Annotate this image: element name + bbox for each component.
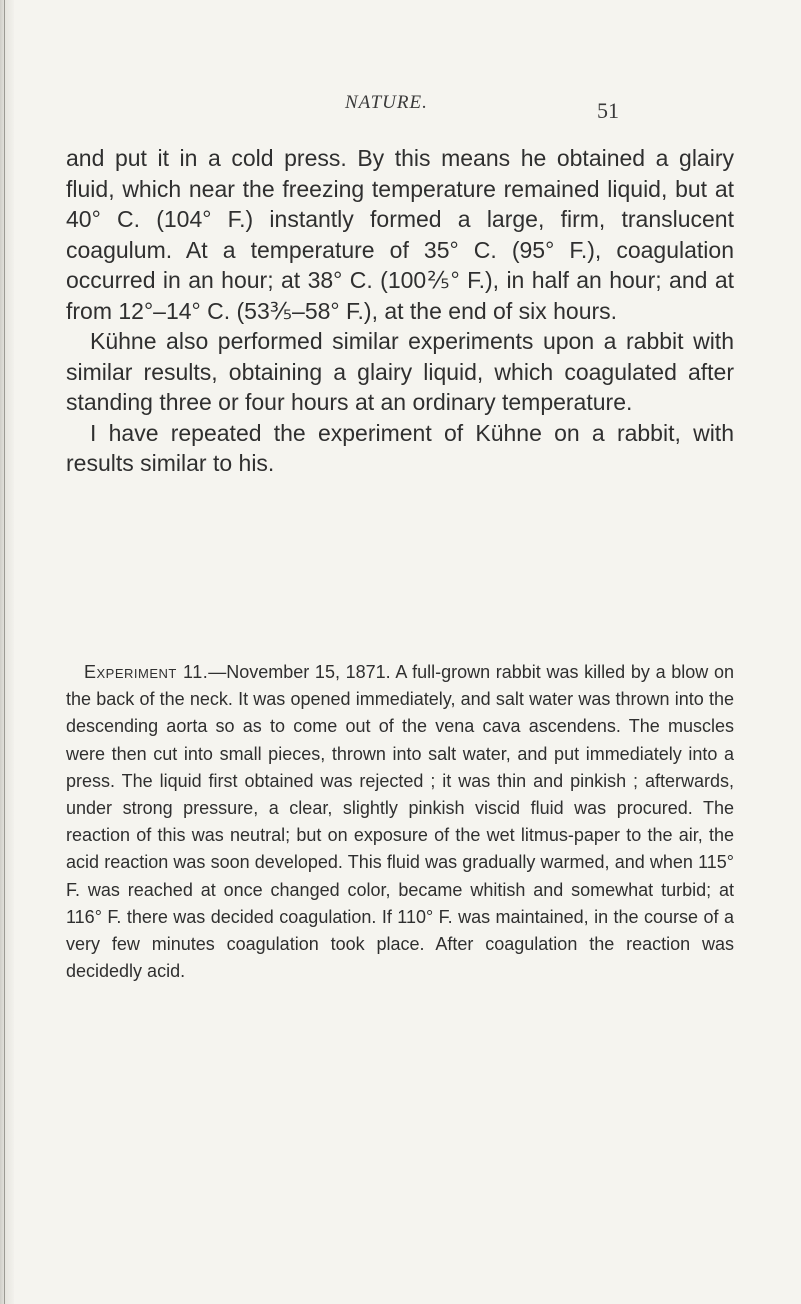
page-number: 51 [597, 98, 619, 123]
running-title: NATURE. [345, 92, 428, 113]
main-text [66, 143, 734, 479]
page-gutter-line [4, 0, 5, 1304]
experiment-paragraph [66, 659, 734, 985]
paragraph-kuhne: Kühne also performed similar experiments upon a rabbit with similar results, obtaining a glairy liquid, which coagulated after standing three or four hours at an ordinary temperature. [66, 328, 734, 415]
experiment-label: Experiment 11. [84, 662, 209, 682]
running-head [0, 92, 801, 122]
experiment-block [66, 659, 734, 985]
experiment-text: —November 15, 1871. A full-grown rabbit was killed by a blow on the back of the neck. It was opened immediately, and salt water was thrown into the descending aorta so as to come out of the vena cava ascendens. The muscles were then cut into small pieces, thrown into salt water, and put immediately into a press. The liquid first obtained was rejected ; it was thin and pinkish ; afterwards, under strong pressure, a clear, slightly pinkish viscid fluid was procured. The reaction of this was neutral; but on exposure of the wet litmus-paper to the air, the acid reaction was soon developed. This fluid was gradually warmed, and when 115° F. was reached at once changed color, became whitish and somewhat turbid; at 116° F. there was decided coagulation. If 110° F. was maintained, in the course of a very few minutes coagulation took place. After coagulation the reaction was decidedly acid. [66, 662, 734, 982]
paragraph-repeated: I have repeated the experiment of Kühne on a rabbit, with results similar to his. [66, 419, 734, 476]
paragraph-continued: and put it in a cold press. By this means he obtained a glairy fluid, which near the freezing temperature remained liquid, but at 40° C. (104° F.) instantly formed a large, firm, translucent coagulum. At a temperature of 35° C. (95° F.), coagulation occurred in an hour; at 38° C. (100⅖° F.), in half an hour; and at from 12°–14° C. (53⅗–58° F.), at the end of six hours. [66, 145, 734, 324]
page-gutter-shadow [0, 0, 14, 1304]
